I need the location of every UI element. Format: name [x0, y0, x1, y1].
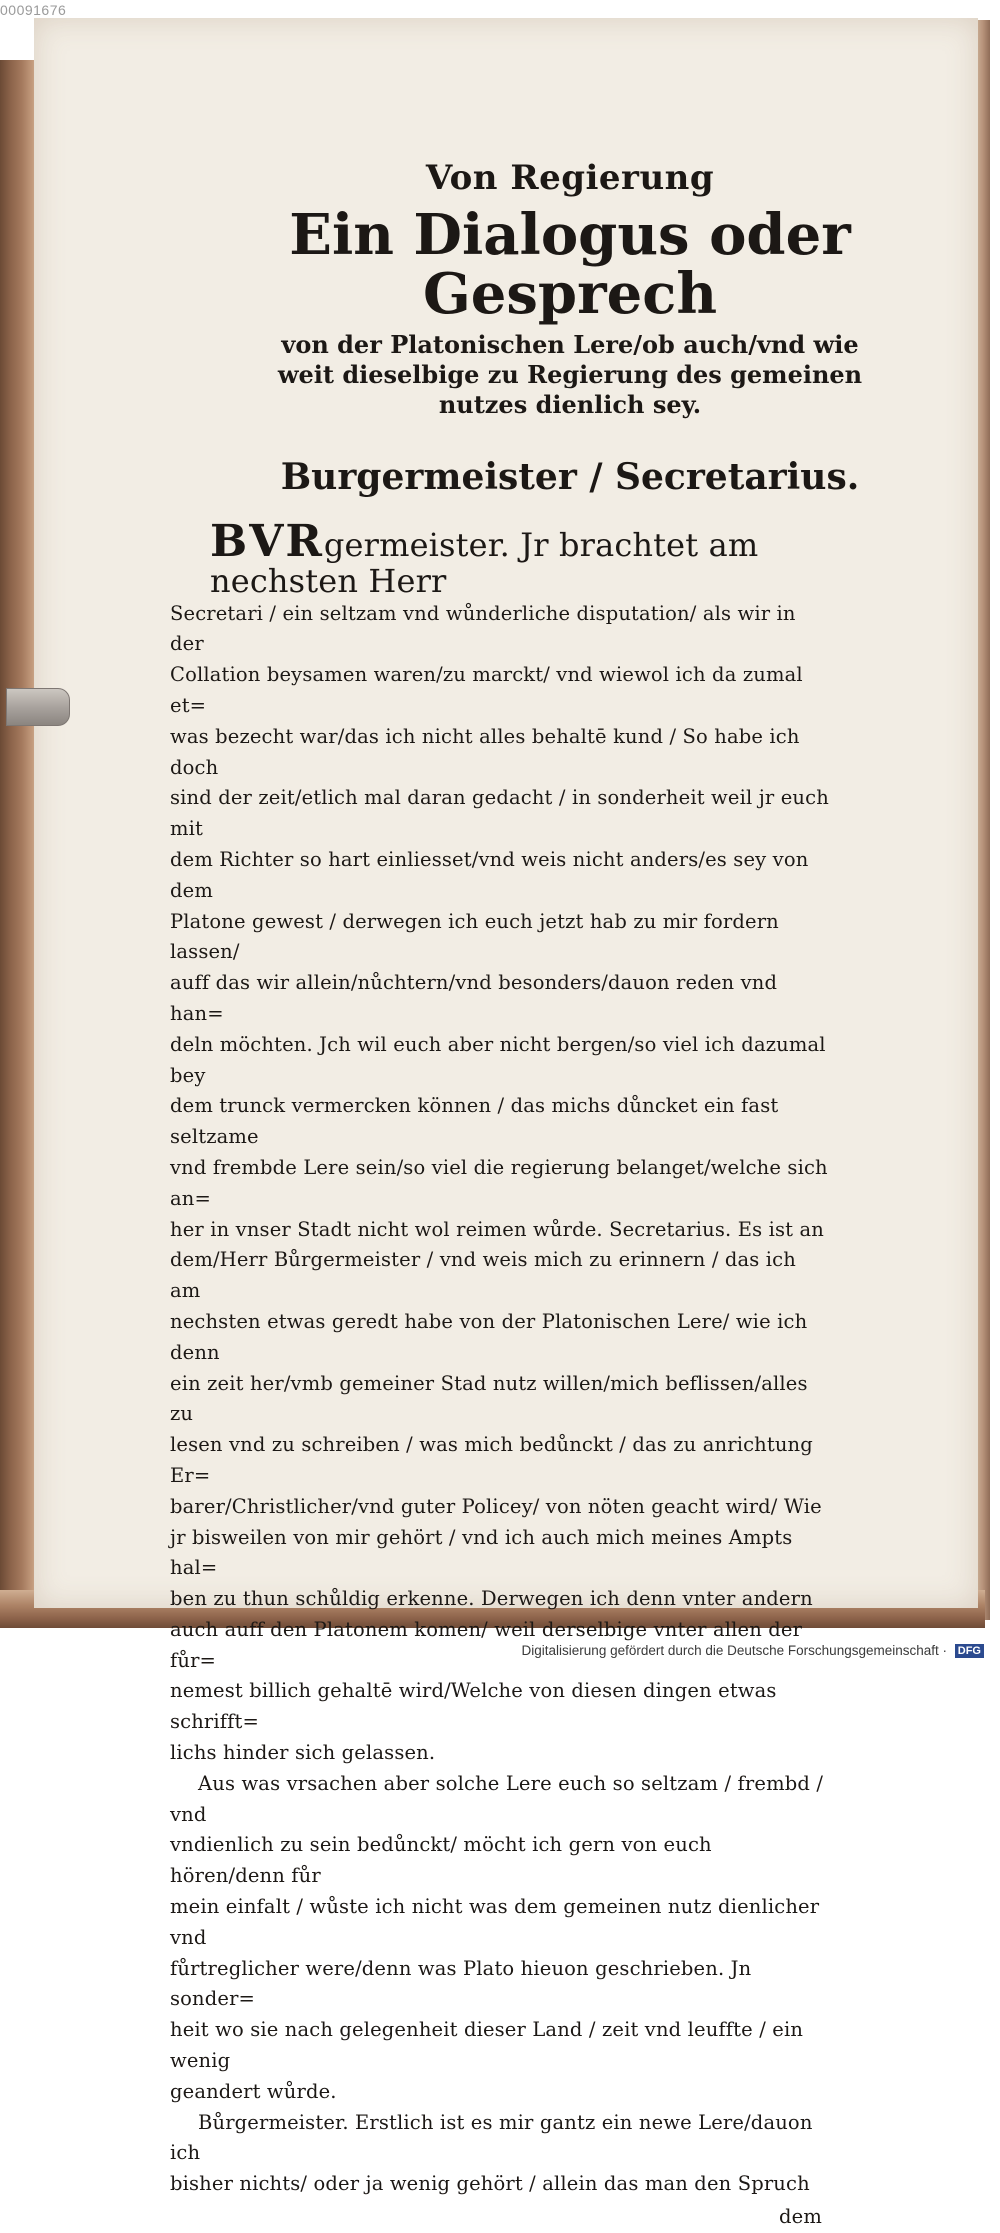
main-title: Ein Dialogus oder Gesprech [289, 202, 851, 327]
scan-identifier: 00091676 [0, 2, 67, 18]
text-line: lesen vnd zu schreiben / was mich bedůnckt / das zu anrichtung Er= [170, 1433, 813, 1487]
text-line: geandert wůrde. [170, 2079, 337, 2103]
text-line: was bezecht war/das ich nicht alles behaltē kund / So habe ich doch [170, 724, 800, 779]
text-line: Collation beysamen waren/zu marckt/ vnd wiewol ich da zumal et= [170, 663, 803, 717]
text-line: barer/Christlicher/vnd guter Policey/ von nöten geacht wird/ Wie [170, 1494, 822, 1518]
text-line: Bůrgermeister. Erstlich ist es mir gantz ein newe Lere/dauon ich [170, 2110, 813, 2165]
text-line: dem Richter so hart einliesset/vnd weis nicht anders/es sey von dem [170, 847, 809, 902]
text-line: Platone gewest / derwegen ich euch jetzt hab zu mir fordern lassen/ [170, 909, 779, 964]
page-clamp [6, 688, 70, 726]
opening-line [210, 515, 830, 600]
text-line: jr bisweilen von mir gehört / vnd ich auch mich meines Ampts hal= [170, 1525, 793, 1580]
text-line: deln möchten. Jch wil euch aber nicht bergen/so viel ich dazumal bey [170, 1032, 826, 1087]
text-line: heit wo sie nach gelegenheit dieser Land / zeit vnd leuffte / ein wenig [170, 2018, 804, 2073]
paragraph-1 [170, 599, 830, 1769]
subtitle-line: von der Platonischen Lere/ob auch/vnd wie [281, 329, 859, 359]
paragraph-2 [170, 1769, 830, 2108]
text-line: fůrtreglicher were/denn was Plato hieuon geschrieben. Jn sonder= [170, 1956, 752, 2011]
body-text [170, 515, 830, 2233]
credit-separator: · [938, 1643, 951, 1658]
text-line: her in vnser Stadt nicht wol reimen wůrde. Secretarius. Es ist an [170, 1217, 824, 1241]
subtitle-line: weit dieselbige zu Regierung des gemeinen [277, 359, 863, 389]
speakers-heading: Burgermeister / Secretarius. [280, 455, 860, 498]
text-line: ein zeit her/vmb gemeiner Stad nutz willen/mich beflissen/alles zu [170, 1371, 808, 1426]
text-line: mein einfalt / wůste ich nicht was dem gemeinen nutz dienlicher vnd [170, 1895, 820, 1949]
text-line: nemest billich gehaltē wird/Welche von diesen dingen etwas schrifft= [170, 1679, 777, 1734]
credit-text: Digitalisierung gefördert durch die Deutsche Forschungsgemeinschaft [521, 1643, 939, 1658]
text-line: sind der zeit/etlich mal daran gedacht / in sonderheit weil jr euch mit [170, 786, 829, 841]
text-line: lichs hinder sich gelassen. [170, 1741, 436, 1765]
text-line: ben zu thun schůldig erkenne. Derwegen ich denn vnter andern [170, 1587, 813, 1611]
opening-line-text: germeister. Jr brachtet am nechsten Herr [210, 525, 759, 600]
running-heading: Von Regierung [425, 158, 715, 198]
dfg-logo: DFG [955, 1644, 984, 1658]
drop-capital: BVR [210, 515, 324, 567]
digitization-credit [522, 1643, 984, 1658]
catchword: dem [779, 2205, 822, 2229]
subtitle-line: nutzes dienlich sey. [438, 389, 702, 419]
subtitle [210, 330, 930, 420]
text-line: Aus was vrsachen aber solche Lere euch so seltzam / frembd / vnd [170, 1771, 824, 1826]
page-text [170, 140, 930, 2233]
paragraph-3 [170, 2108, 830, 2200]
text-line: auch auff den Platonem komen/ weil derselbige vnter allen der fůr= [170, 1617, 803, 1672]
text-line: dem/Herr Bůrgermeister / vnd weis mich zu erinnern / das ich am [170, 1248, 796, 1303]
text-line: nechsten etwas geredt habe von der Platonischen Lere/ wie ich denn [170, 1309, 808, 1364]
text-line: auff das wir allein/nůchtern/vnd besonders/dauon reden vnd han= [170, 971, 778, 1025]
text-line: bisher nichts/ oder ja wenig gehört / allein das man den Spruch [170, 2172, 810, 2196]
text-line: dem trunck vermercken können / das michs důncket ein fast seltzame [170, 1094, 779, 1149]
text-line: Secretari / ein seltzam vnd wůnderliche disputation/ als wir in der [170, 601, 796, 656]
text-line: vndienlich zu sein bedůnckt/ möcht ich gern von euch hören/denn fůr [170, 1833, 712, 1888]
text-line: vnd frembde Lere sein/so viel die regierung belanget/welche sich an= [170, 1155, 828, 1210]
